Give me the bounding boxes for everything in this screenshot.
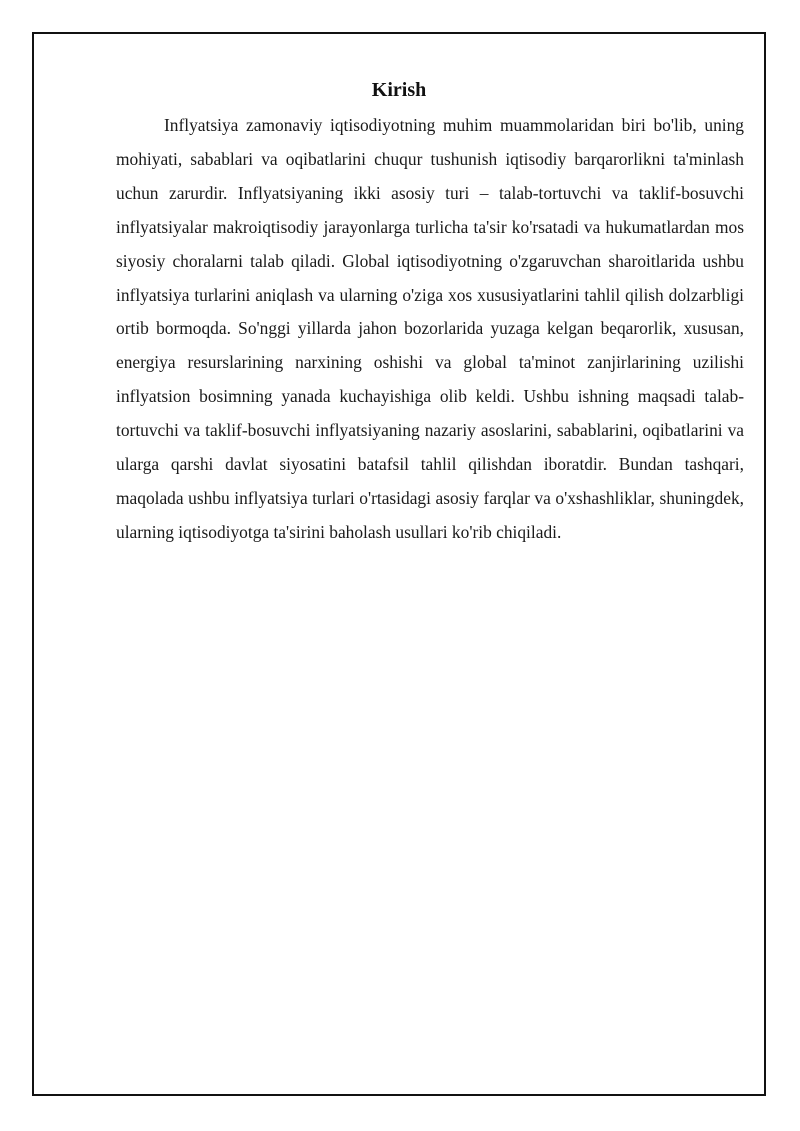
- intro-paragraph: Inflyatsiya zamonaviy iqtisodiyotning muhim muammolaridan biri bo'lib, uning mohiyati, sabablari va oqibatlarini chuqur tushunish iqtisodiy barqarorlikni ta'minlash uchun zarurdir. Inflyatsiyaning ikki asosiy turi – talab-tortuvchi va taklif-bosuvchi inflyatsiyalar makroiqtisodiy jarayonlarga turlicha ta'sir ko'rsatadi va hukumatlardan mos siyosiy choralarni talab qiladi. Global iqtisodiyotning o'zgaruvchan sharoitlarida ushbu inflyatsiya turlarini aniqlash va ularning o'ziga xos xususiyatlarini tahlil qilish dolzarbligi ortib bormoqda. So'nggi yillarda jahon bozorlarida yuzaga kelgan beqarorlik, xususan, energiya resurslarining narxining oshishi va global ta'minot zanjirlarining uzilishi inflyatsion bosimning yanada kuchayishiga olib keldi. Ushbu ishning maqsadi talab-tortuvchi va taklif-bosuvchi inflyatsiyaning nazariy asoslarini, sabablarini, oqibatlarini va ularga qarshi davlat siyosatini batafsil tahlil qilishdan iboratdir. Bundan tashqari, maqolada ushbu inflyatsiya turlari o'rtasidagi asosiy farqlar va o'xshashliklar, shuningdek, ularning iqtisodiyotga ta'sirini baholash usullari ko'rib chiqiladi.: [116, 115, 744, 542]
- page-title: Kirish: [371, 79, 427, 101]
- document-page: [32, 32, 766, 1096]
